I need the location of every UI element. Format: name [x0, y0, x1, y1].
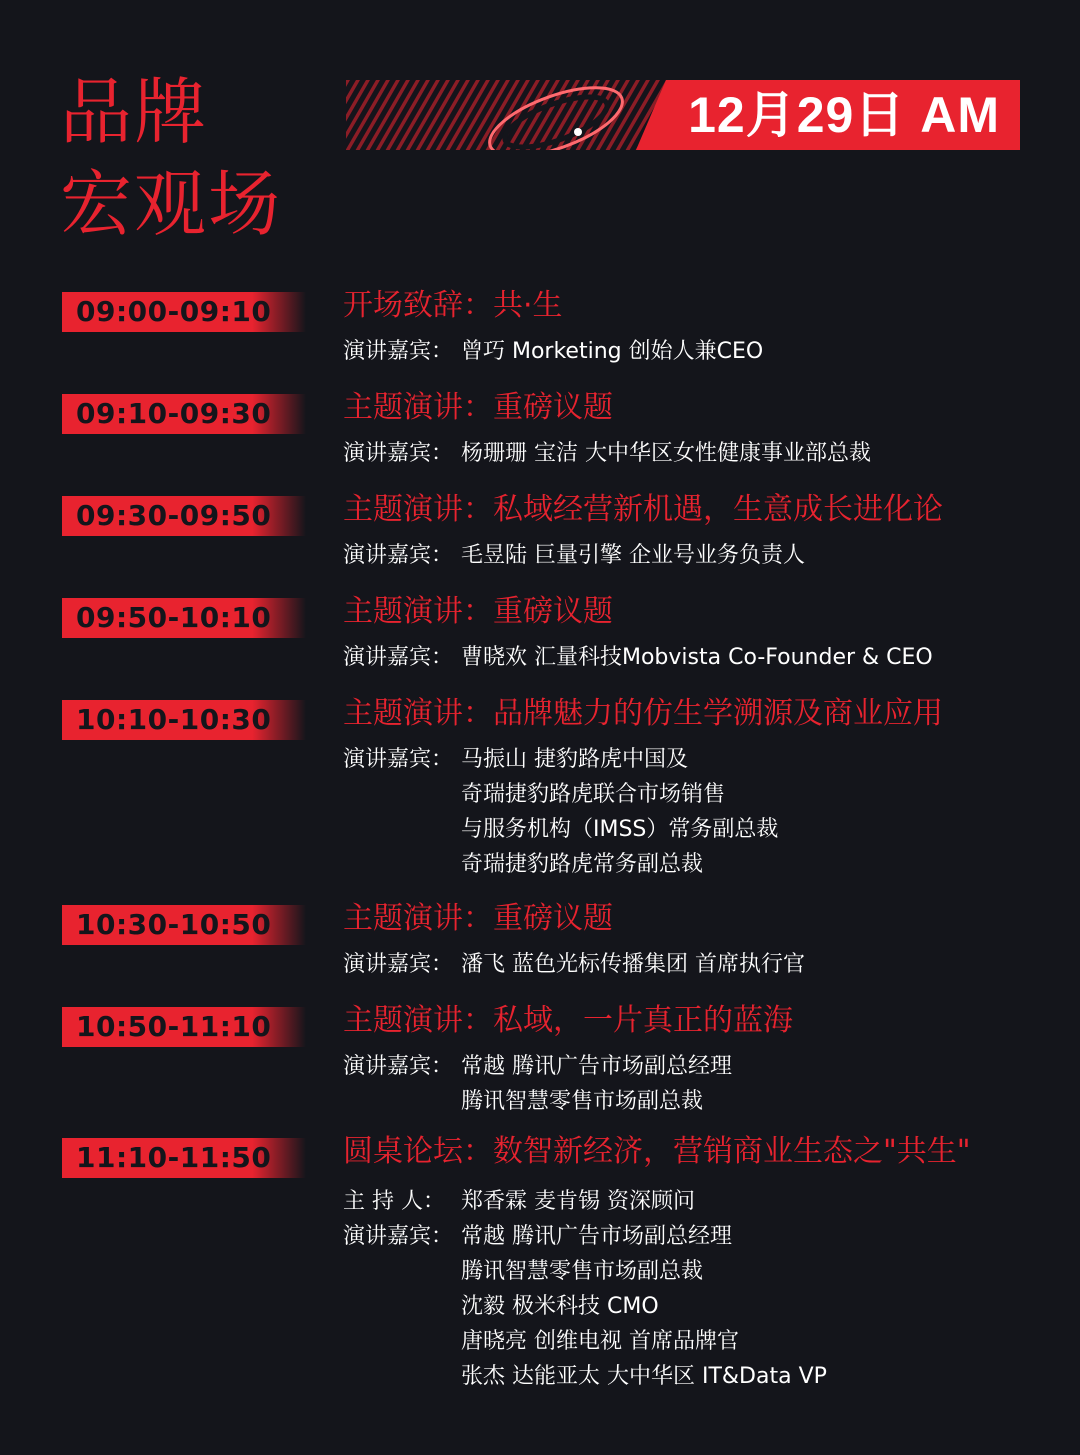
page-title-line2: 宏观场: [60, 162, 283, 246]
speaker-row: [343, 1188, 695, 1216]
speaker-row: [343, 542, 805, 570]
session-time: 09:30-09:50: [76, 499, 272, 532]
session-topic: 主题演讲：私域，一片真正的蓝海: [343, 1003, 793, 1038]
time-badge: [62, 1007, 306, 1047]
session-topic: 主题演讲：私域经营新机遇，生意成长进化论: [343, 492, 943, 527]
page-title-line1: 品牌: [60, 70, 209, 154]
speaker-row: [343, 1053, 732, 1081]
speaker-label: 演讲嘉宾：: [343, 952, 454, 977]
time-badge: [62, 394, 306, 434]
speaker-row: [343, 644, 933, 672]
session-time: 10:50-11:10: [76, 1010, 272, 1043]
session-time: 10:10-10:30: [76, 703, 272, 736]
speaker-line: 常越 腾讯广告市场副总经理: [461, 1224, 732, 1249]
event-date: 12月29日 AM: [688, 87, 1000, 143]
speaker-row: [343, 338, 763, 366]
speaker-line: 腾讯智慧零售市场副总裁: [461, 1089, 704, 1114]
time-badge: [62, 905, 306, 945]
speaker-line: 郑香霖 麦肯锡 资深顾问: [461, 1189, 695, 1214]
speaker-row: [343, 440, 871, 468]
speaker-line: 腾讯智慧零售市场副总裁: [461, 1259, 704, 1284]
session-topic: 主题演讲：重磅议题: [343, 901, 613, 936]
time-badge: [62, 292, 306, 332]
speaker-line: 奇瑞捷豹路虎常务副总裁: [461, 852, 704, 877]
time-badge: [62, 598, 306, 638]
speaker-label: 演讲嘉宾：: [343, 645, 454, 670]
speaker-line: 奇瑞捷豹路虎联合市场销售: [461, 782, 726, 807]
time-badge: [62, 700, 306, 740]
speaker-line: 毛昱陆 巨量引擎 企业号业务负责人: [461, 543, 805, 568]
speaker-line: 与服务机构（IMSS）常务副总裁: [461, 817, 779, 842]
session-topic: 主题演讲：品牌魅力的仿生学溯源及商业应用: [343, 696, 943, 731]
speaker-line: 常越 腾讯广告市场副总经理: [461, 1054, 732, 1079]
session-time: 10:30-10:50: [76, 908, 272, 941]
session-topic: 主题演讲：重磅议题: [343, 390, 613, 425]
speaker-row: [343, 951, 805, 979]
time-badge: [62, 496, 306, 536]
speaker-label: 主 持 人：: [343, 1189, 445, 1214]
speaker-label: 演讲嘉宾：: [343, 1224, 454, 1249]
speaker-label: 演讲嘉宾：: [343, 747, 454, 772]
speaker-line: 曹晓欢 汇量科技Mobvista Co-Founder & CEO: [461, 645, 933, 670]
speaker-line: 曾巧 Morketing 创始人兼CEO: [461, 339, 764, 364]
speaker-line: 杨珊珊 宝洁 大中华区女性健康事业部总裁: [461, 441, 871, 466]
speaker-line: 沈毅 极米科技 CMO: [461, 1294, 659, 1319]
speaker-line: 潘飞 蓝色光标传播集团 首席执行官: [461, 952, 805, 977]
speaker-line: 张杰 达能亚太 大中华区 IT&Data VP: [461, 1364, 827, 1389]
session-time: 09:10-09:30: [76, 397, 272, 430]
session-time: 09:00-09:10: [76, 295, 272, 328]
speaker-label: 演讲嘉宾：: [343, 441, 454, 466]
speaker-row: [343, 1223, 732, 1251]
speaker-label: 演讲嘉宾：: [343, 543, 454, 568]
session-time: 09:50-10:10: [76, 601, 272, 634]
session-time: 11:10-11:50: [76, 1141, 272, 1174]
date-banner: [346, 80, 1020, 150]
time-badge: [62, 1138, 306, 1178]
speaker-line: 马振山 捷豹路虎中国及: [461, 747, 688, 772]
session-topic: 主题演讲：重磅议题: [343, 594, 613, 629]
speaker-label: 演讲嘉宾：: [343, 1054, 454, 1079]
session-topic: 圆桌论坛：数智新经济，营销商业生态之"共生": [343, 1134, 971, 1169]
session-topic: 开场致辞：共·生: [343, 288, 563, 323]
speaker-line: 唐晓亮 创维电视 首席品牌官: [461, 1329, 739, 1354]
speaker-row: [343, 746, 688, 774]
speaker-label: 演讲嘉宾：: [343, 339, 454, 364]
